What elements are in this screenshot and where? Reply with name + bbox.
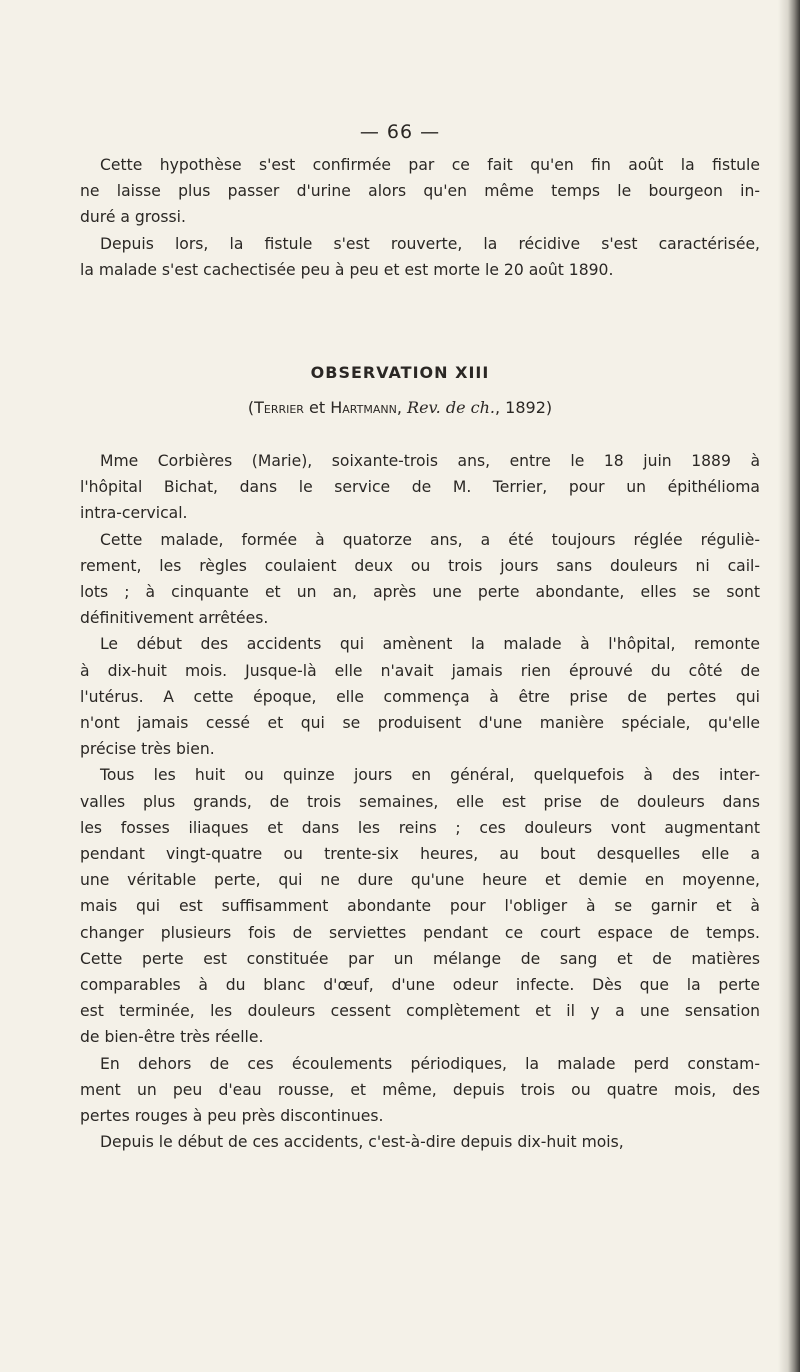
text-line: pendant vingt-quatre ou trente-six heures, au bout desquelles elle a <box>80 845 760 864</box>
source-author-1: Terrier <box>254 398 304 417</box>
text-line: Le début des accidents qui amènent la malade à l'hôpital, remonte <box>100 635 760 654</box>
text-line: Cette perte est constituée par un mélange de sang et de matières <box>80 949 760 968</box>
observation-title: OBSERVATION XIII <box>310 363 490 382</box>
intro-text <box>80 152 760 283</box>
text-line: Tous les huit ou quinze jours en général, quelquefois à des inter- <box>100 766 760 785</box>
text-line: l'utérus. A cette époque, elle commença à être prise de pertes qui <box>80 687 760 706</box>
text-line: est terminée, les douleurs cessent complètement et il y a une sensation <box>80 1002 760 1021</box>
text-line: une véritable perte, qui ne dure qu'une heure et demie en moyenne, <box>80 871 760 890</box>
text-line: lots ; à cinquante et un an, après une perte abondante, elles se sont <box>80 583 760 602</box>
text-line: précise très bien. <box>80 740 215 759</box>
text-line: mais qui est suffisamment abondante pour l'obliger à se garnir et à <box>80 897 760 916</box>
text-line: définitivement arrêtées. <box>80 609 269 628</box>
source-conjunction: et <box>303 398 331 417</box>
source-journal: Rev. de ch. <box>407 398 495 417</box>
observation-source <box>0 398 800 417</box>
text-line: la malade s'est cachectisée peu à peu et est morte le 20 août 1890. <box>80 260 614 279</box>
text-line: duré a grossi. <box>80 208 186 227</box>
text-line: En dehors de ces écoulements périodiques, la malade perd constam- <box>100 1054 760 1073</box>
text-line: Depuis le début de ces accidents, c'est-à-dire depuis dix-huit mois, <box>100 1133 624 1152</box>
text-line: Depuis lors, la fistule s'est rouverte, la récidive s'est caractérisée, <box>100 234 760 253</box>
page-edge-shadow <box>778 0 800 1372</box>
text-line: n'ont jamais cessé et qui se produisent d'une manière spéciale, qu'elle <box>80 714 760 733</box>
page-number: — 66 — <box>359 121 441 143</box>
text-line: ment un peu d'eau rousse, et même, depuis trois ou quatre mois, des <box>80 1080 760 1099</box>
text-line: valles plus grands, de trois semaines, elle est prise de douleurs dans <box>80 792 760 811</box>
source-separator: , <box>396 398 408 417</box>
text-line: rement, les règles coulaient deux ou trois jours sans douleurs ni cail- <box>80 556 760 575</box>
text-line: Mme Corbières (Marie), soixante-trois ans, entre le 18 juin 1889 à <box>100 452 760 470</box>
text-line: les fosses iliaques et dans les reins ; ces douleurs vont augmentant <box>80 818 760 837</box>
text-line: comparables à du blanc d'œuf, d'une odeur infecte. Dès que la perte <box>80 976 760 995</box>
source-author-2: Hartmann <box>330 398 397 417</box>
text-line: ne laisse plus passer d'urine alors qu'en même temps le bourgeon in- <box>80 182 760 201</box>
text-line: intra-cervical. <box>80 504 188 523</box>
text-line: à dix-huit mois. Jusque-là elle n'avait jamais rien éprouvé du côté de <box>80 661 760 680</box>
text-line: l'hôpital Bichat, dans le service de M. Terrier, pour un épithélioma <box>80 478 760 497</box>
source-open: ( <box>247 398 255 417</box>
text-line: de bien-être très réelle. <box>80 1028 264 1047</box>
source-year: , 1892) <box>495 398 553 417</box>
text-line: changer plusieurs fois de serviettes pendant ce court espace de temps. <box>80 923 760 942</box>
text-line: pertes rouges à peu près discontinues. <box>80 1107 384 1126</box>
text-line: Cette hypothèse s'est confirmée par ce fait qu'en fin août la fistule <box>100 156 760 174</box>
text-line: Cette malade, formée à quatorze ans, a été toujours réglée réguliè- <box>100 530 760 549</box>
observation-body <box>80 448 760 1155</box>
